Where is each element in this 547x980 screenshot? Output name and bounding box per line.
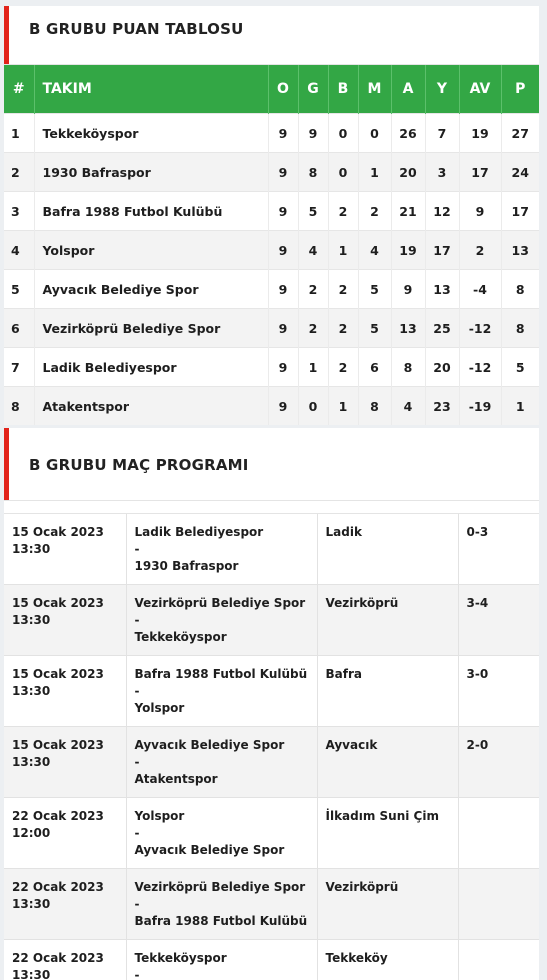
match-venue: İlkadım Suni Çim xyxy=(317,798,458,869)
standings-row xyxy=(4,387,539,426)
goals-against-cell: 17 xyxy=(425,231,459,270)
match-teams xyxy=(126,514,317,585)
goal-diff-cell: 17 xyxy=(459,153,501,192)
match-teams xyxy=(126,585,317,656)
home-team: Vezirköprü Belediye Spor xyxy=(134,880,306,894)
goals-for-cell: 8 xyxy=(391,348,425,387)
team-name-cell: Yolspor xyxy=(34,231,268,270)
points-cell: 8 xyxy=(501,270,539,309)
drawn-cell: 2 xyxy=(328,309,358,348)
lost-cell: 4 xyxy=(358,231,391,270)
teams-separator: - xyxy=(134,755,140,769)
fixture-row xyxy=(4,940,539,980)
goals-against-cell: 13 xyxy=(425,270,459,309)
match-date: 15 Ocak 2023 xyxy=(12,596,104,610)
goals-for-cell: 4 xyxy=(391,387,425,426)
standings-row xyxy=(4,231,539,270)
goals-against-cell: 20 xyxy=(425,348,459,387)
drawn-cell: 1 xyxy=(328,231,358,270)
won-cell: 2 xyxy=(298,309,328,348)
goals-against-cell: 12 xyxy=(425,192,459,231)
away-team: Yolspor xyxy=(134,701,185,715)
played-cell: 9 xyxy=(268,387,298,426)
match-date: 15 Ocak 2023 xyxy=(12,738,104,752)
rank-cell: 7 xyxy=(4,348,34,387)
teams-separator: - xyxy=(134,542,140,556)
home-team: Tekkeköyspor xyxy=(134,951,227,965)
won-cell: 8 xyxy=(298,153,328,192)
home-team: Ladik Belediyespor xyxy=(134,525,264,539)
teams-separator: - xyxy=(134,826,140,840)
drawn-cell: 0 xyxy=(328,114,358,153)
col-lost: M xyxy=(358,65,391,114)
away-team: 1930 Bafraspor xyxy=(134,559,239,573)
match-datetime xyxy=(4,798,126,869)
match-datetime xyxy=(4,585,126,656)
drawn-cell: 2 xyxy=(328,348,358,387)
col-rank: # xyxy=(4,65,34,114)
fixtures-table xyxy=(4,514,539,980)
fixture-row xyxy=(4,798,539,869)
match-date: 22 Ocak 2023 xyxy=(12,951,104,965)
standings-row xyxy=(4,309,539,348)
match-time: 13:30 xyxy=(12,542,51,556)
match-venue: Bafra xyxy=(317,656,458,727)
rank-cell: 6 xyxy=(4,309,34,348)
goal-diff-cell: -4 xyxy=(459,270,501,309)
match-time: 13:30 xyxy=(12,684,51,698)
played-cell: 9 xyxy=(268,270,298,309)
standings-row xyxy=(4,153,539,192)
match-venue: Ladik xyxy=(317,514,458,585)
rank-cell: 3 xyxy=(4,192,34,231)
won-cell: 4 xyxy=(298,231,328,270)
rank-cell: 5 xyxy=(4,270,34,309)
match-date: 15 Ocak 2023 xyxy=(12,667,104,681)
standings-header-row xyxy=(4,65,539,114)
match-datetime xyxy=(4,727,126,798)
match-score xyxy=(458,940,539,980)
played-cell: 9 xyxy=(268,153,298,192)
match-venue: Tekkeköy xyxy=(317,940,458,980)
won-cell: 2 xyxy=(298,270,328,309)
goal-diff-cell: 9 xyxy=(459,192,501,231)
won-cell: 9 xyxy=(298,114,328,153)
fixture-row xyxy=(4,585,539,656)
match-score: 0-3 xyxy=(458,514,539,585)
match-score xyxy=(458,798,539,869)
match-score: 2-0 xyxy=(458,727,539,798)
col-team: TAKIM xyxy=(34,65,268,114)
goals-for-cell: 9 xyxy=(391,270,425,309)
lost-cell: 0 xyxy=(358,114,391,153)
col-points: P xyxy=(501,65,539,114)
team-name-cell: Vezirköprü Belediye Spor xyxy=(34,309,268,348)
team-name-cell: Tekkeköyspor xyxy=(34,114,268,153)
match-teams xyxy=(126,940,317,980)
points-cell: 17 xyxy=(501,192,539,231)
played-cell: 9 xyxy=(268,309,298,348)
goals-against-cell: 7 xyxy=(425,114,459,153)
played-cell: 9 xyxy=(268,114,298,153)
rank-cell: 4 xyxy=(4,231,34,270)
match-datetime xyxy=(4,656,126,727)
match-datetime xyxy=(4,514,126,585)
goals-for-cell: 20 xyxy=(391,153,425,192)
fixture-row xyxy=(4,869,539,940)
match-score: 3-0 xyxy=(458,656,539,727)
drawn-cell: 2 xyxy=(328,192,358,231)
goals-against-cell: 3 xyxy=(425,153,459,192)
standings-title: B GRUBU PUAN TABLOSU xyxy=(29,20,244,38)
away-team: Tekkeköyspor xyxy=(134,630,227,644)
team-name-cell: Ayvacık Belediye Spor xyxy=(34,270,268,309)
lost-cell: 2 xyxy=(358,192,391,231)
match-date: 22 Ocak 2023 xyxy=(12,809,104,823)
played-cell: 9 xyxy=(268,231,298,270)
standings-row xyxy=(4,114,539,153)
rank-cell: 2 xyxy=(4,153,34,192)
points-cell: 1 xyxy=(501,387,539,426)
fixtures-title: B GRUBU MAÇ PROGRAMI xyxy=(29,456,249,474)
away-team: Bafra 1988 Futbol Kulübü xyxy=(134,914,308,928)
match-date: 22 Ocak 2023 xyxy=(12,880,104,894)
teams-separator: - xyxy=(134,613,140,627)
match-time: 13:30 xyxy=(12,755,51,769)
drawn-cell: 1 xyxy=(328,387,358,426)
match-date: 15 Ocak 2023 xyxy=(12,525,104,539)
col-goal-diff: AV xyxy=(459,65,501,114)
fixtures-divider xyxy=(4,501,539,514)
away-team: Ayvacık Belediye Spor xyxy=(134,843,285,857)
drawn-cell: 0 xyxy=(328,153,358,192)
standings-table xyxy=(4,65,539,425)
lost-cell: 8 xyxy=(358,387,391,426)
standings-row xyxy=(4,348,539,387)
match-venue: Vezirköprü xyxy=(317,869,458,940)
goal-diff-cell: 19 xyxy=(459,114,501,153)
match-score: 3-4 xyxy=(458,585,539,656)
points-cell: 24 xyxy=(501,153,539,192)
home-team: Ayvacık Belediye Spor xyxy=(134,738,285,752)
match-teams xyxy=(126,869,317,940)
goals-for-cell: 21 xyxy=(391,192,425,231)
col-drawn: B xyxy=(328,65,358,114)
points-cell: 8 xyxy=(501,309,539,348)
match-score xyxy=(458,869,539,940)
played-cell: 9 xyxy=(268,348,298,387)
goal-diff-cell: -12 xyxy=(459,348,501,387)
lost-cell: 1 xyxy=(358,153,391,192)
rank-cell: 1 xyxy=(4,114,34,153)
lost-cell: 5 xyxy=(358,270,391,309)
col-played: O xyxy=(268,65,298,114)
col-won: G xyxy=(298,65,328,114)
goals-for-cell: 19 xyxy=(391,231,425,270)
fixture-row xyxy=(4,656,539,727)
goals-for-cell: 13 xyxy=(391,309,425,348)
goal-diff-cell: -12 xyxy=(459,309,501,348)
standings-row xyxy=(4,270,539,309)
standings-card xyxy=(4,6,539,414)
fixture-row xyxy=(4,514,539,585)
home-team: Bafra 1988 Futbol Kulübü xyxy=(134,667,308,681)
team-name-cell: Atakentspor xyxy=(34,387,268,426)
match-venue: Ayvacık xyxy=(317,727,458,798)
away-team: Atakentspor xyxy=(134,772,218,786)
goal-diff-cell: -19 xyxy=(459,387,501,426)
team-name-cell: Bafra 1988 Futbol Kulübü xyxy=(34,192,268,231)
goals-against-cell: 23 xyxy=(425,387,459,426)
drawn-cell: 2 xyxy=(328,270,358,309)
match-time: 13:30 xyxy=(12,968,51,980)
played-cell: 9 xyxy=(268,192,298,231)
match-time: 13:30 xyxy=(12,613,51,627)
match-teams xyxy=(126,727,317,798)
team-name-cell: Ladik Belediyespor xyxy=(34,348,268,387)
match-time: 12:00 xyxy=(12,826,51,840)
match-datetime xyxy=(4,940,126,980)
team-name-cell: 1930 Bafraspor xyxy=(34,153,268,192)
won-cell: 5 xyxy=(298,192,328,231)
points-cell: 27 xyxy=(501,114,539,153)
col-goals-for: A xyxy=(391,65,425,114)
match-time: 13:30 xyxy=(12,897,51,911)
standings-row xyxy=(4,192,539,231)
won-cell: 1 xyxy=(298,348,328,387)
teams-separator: - xyxy=(134,968,140,980)
rank-cell: 8 xyxy=(4,387,34,426)
accent-bar xyxy=(4,428,9,500)
col-goals-against: Y xyxy=(425,65,459,114)
match-teams xyxy=(126,798,317,869)
match-venue: Vezirköprü xyxy=(317,585,458,656)
goals-against-cell: 25 xyxy=(425,309,459,348)
teams-separator: - xyxy=(134,684,140,698)
home-team: Vezirköprü Belediye Spor xyxy=(134,596,306,610)
match-datetime xyxy=(4,869,126,940)
points-cell: 5 xyxy=(501,348,539,387)
goal-diff-cell: 2 xyxy=(459,231,501,270)
lost-cell: 6 xyxy=(358,348,391,387)
won-cell: 0 xyxy=(298,387,328,426)
lost-cell: 5 xyxy=(358,309,391,348)
fixtures-card xyxy=(4,428,539,980)
goals-for-cell: 26 xyxy=(391,114,425,153)
points-cell: 13 xyxy=(501,231,539,270)
standings-header xyxy=(4,6,539,65)
fixtures-header xyxy=(4,428,539,501)
match-teams xyxy=(126,656,317,727)
fixture-row xyxy=(4,727,539,798)
accent-bar xyxy=(4,6,9,64)
teams-separator: - xyxy=(134,897,140,911)
home-team: Yolspor xyxy=(134,809,185,823)
